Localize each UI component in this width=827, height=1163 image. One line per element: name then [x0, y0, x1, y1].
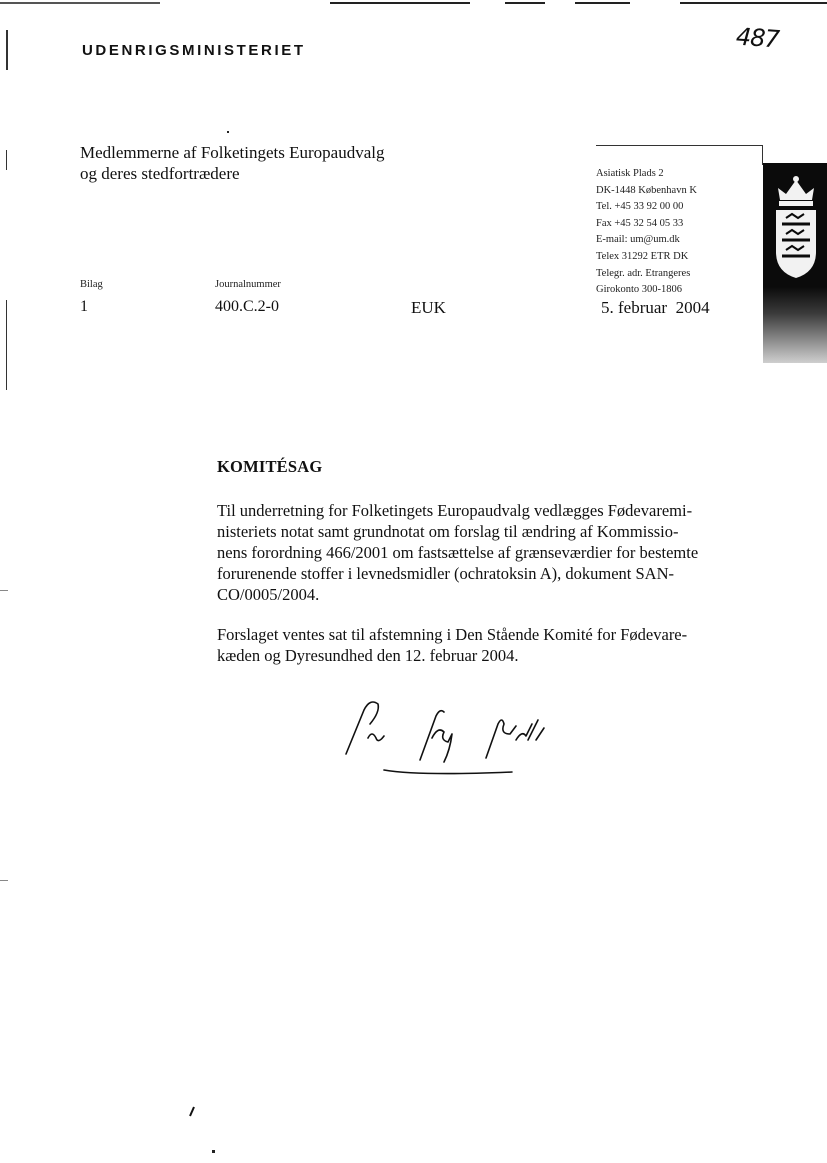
recipient-line-1: Medlemmerne af Folketingets Europaudvalg: [80, 143, 385, 162]
paragraph-line: nens forordning 466/2001 om fastsættelse af grænseværdier for bestemte: [217, 543, 699, 562]
handwritten-signature: [340, 690, 560, 790]
paragraph-line: forurenende stoffer i levnedsmidler (ochratoksin A), dokument SAN-: [217, 564, 674, 583]
letter-date: 5. februar 2004: [601, 298, 710, 317]
bilag-value: 1: [80, 298, 88, 315]
address-line: Fax +45 32 54 05 33: [596, 217, 684, 229]
office-code: EUK: [411, 298, 446, 317]
address-line: E-mail: um@um.dk: [596, 234, 680, 246]
recipient-block: [80, 142, 385, 184]
royal-crest-icon: [770, 174, 822, 286]
address-line: Asiatisk Plads 2: [596, 168, 664, 179]
scan-speck: [227, 131, 229, 133]
paragraph-1: [217, 500, 747, 605]
paragraph-line: CO/0005/2004.: [217, 585, 320, 604]
paragraph-line: Forslaget ventes sat til afstemning i Den Stående Komité for Fødevare-: [217, 625, 688, 644]
fold-mark: [0, 880, 8, 881]
scan-left-mark: [6, 30, 8, 70]
recipient-line-2: og deres stedfortrædere: [80, 164, 240, 183]
paragraph-line: Til underretning for Folketingets Europaudvalg vedlægges Fødevaremi-: [217, 501, 693, 520]
scan-left-mark: [6, 300, 7, 390]
fold-mark: [0, 590, 8, 591]
scan-left-mark: [6, 150, 7, 170]
address-line: Telex 31292 ETR DK: [596, 250, 689, 262]
scan-speck: [188, 1106, 196, 1118]
subject-heading: KOMITÉSAG: [217, 457, 323, 476]
address-rule: [596, 145, 762, 146]
address-rule-vertical: [762, 145, 763, 165]
paragraph-line: nisteriets notat samt grundnotat om forslag til ændring af Kommissio-: [217, 522, 679, 541]
scan-speck: [212, 1150, 215, 1153]
address-line: Telegr. adr. Etrangeres: [596, 267, 691, 279]
address-line: Girokonto 300-1806: [596, 284, 683, 296]
journal-number: 400.C.2-0: [215, 298, 279, 315]
sender-address: [596, 166, 697, 299]
paragraph-2: [217, 624, 747, 666]
paragraph-line: kæden og Dyresundhed den 12. februar 2004.: [217, 646, 519, 665]
ministry-name: UDENRIGSMINISTERIET: [82, 42, 306, 59]
journal-label: Journalnummer: [215, 279, 281, 290]
handwritten-document-number: 487: [735, 22, 780, 54]
address-line: Tel. +45 33 92 00 00: [596, 201, 684, 213]
bilag-label: Bilag: [80, 279, 103, 290]
address-line: DK-1448 København K: [596, 184, 697, 196]
scan-top-edge: [0, 0, 827, 8]
